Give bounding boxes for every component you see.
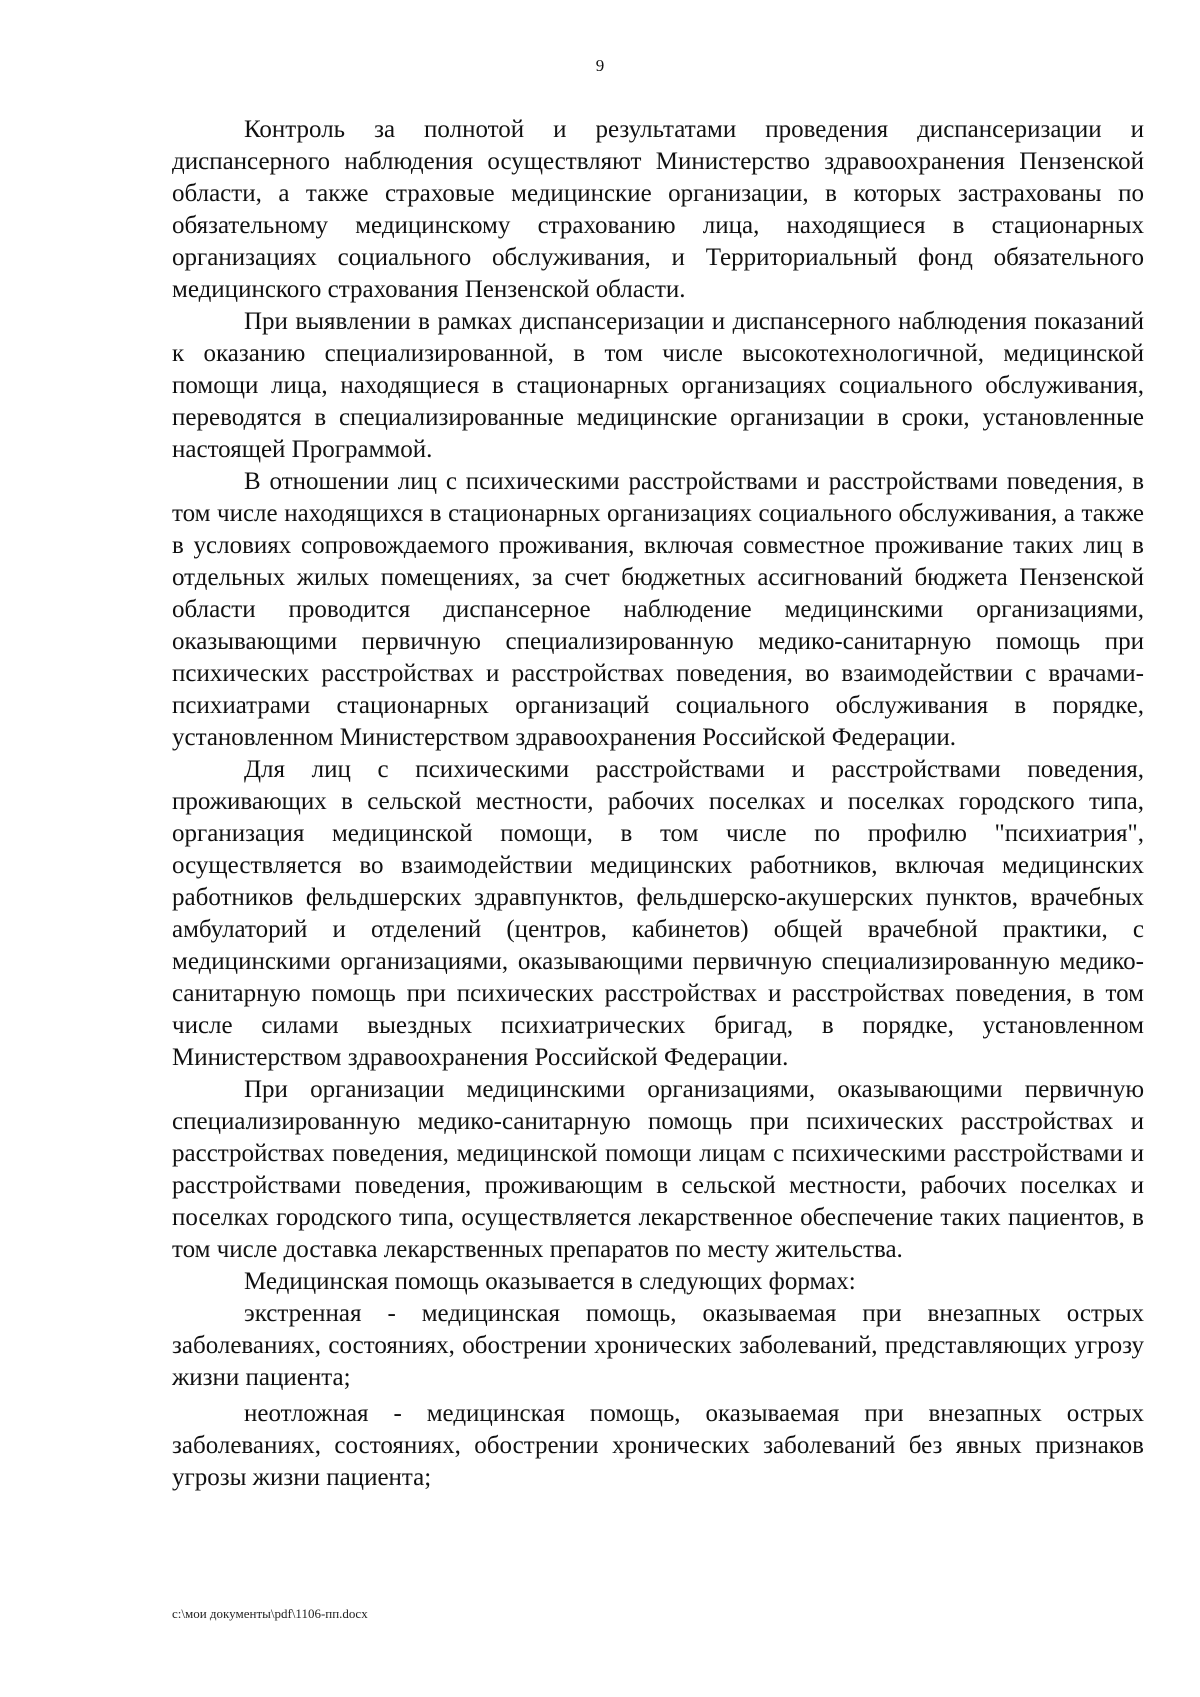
paragraph-control: Контроль за полнотой и результатами проведения диспансеризации и диспансерного наблюдения осуществляют Министерство здравоохранения Пензенской области, а также страховые медицинские организации, в которых застрахованы по обязательному медицинскому страхованию лица, находящиеся в стационарных организациях социального обслуживания, и Территориальный фонд обязательного медицинского страхования Пензенской области. — [172, 116, 1144, 303]
footer-file-path: c:\мои документы\pdf\1106-пп.docx — [172, 1606, 368, 1621]
page-number: 9 — [595, 56, 605, 75]
paragraph-specialized-care: При выявлении в рамках диспансеризации и диспансерного наблюдения показаний к оказанию специализированной, в том числе высокотехнологичной, медицинской помощи лица, находящиеся в стационарных организациях социального обслуживания, переводятся в специализированные медицинские организации в сроки, установленные настоящей Программой. — [172, 308, 1144, 463]
paragraph-care-forms-intro: Медицинская помощь оказывается в следующих формах: — [244, 1268, 856, 1295]
paragraph-rural-psychiatry: Для лиц с психическими расстройствами и расстройствами поведения, проживающих в сельской местности, рабочих поселках и поселках городского типа, организация медицинской помощи, в том числе по профилю "психиатрия", осуществляется во взаимодействии медицинских работников, включая медицинских работников фельдшерских здравпунктов, фельдшерско-акушерских пунктов, врачебных амбулаторий и отделений (центров, кабинетов) общей врачебной практики, с медицинскими организациями, оказывающими первичную специализированную медико-санитарную помощь при психических расстройствах и расстройствах поведения, в том числе силами выездных психиатрических бригад, в порядке, установленном Министерством здравоохранения Российской Федерации. — [172, 756, 1144, 1071]
paragraph-drug-provision: При организации медицинскими организациями, оказывающими первичную специализированную медико-санитарную помощь при психических расстройствах и расстройствах поведения, медицинской помощи лицам с психическими расстройствами и расстройствами поведения, проживающим в сельской местности, рабочих поселках и поселках городского типа, осуществляется лекарственное обеспечение таких пациентов, в том числе доставка лекарственных препаратов по месту жительства. — [172, 1076, 1144, 1263]
document-body — [172, 114, 1144, 1494]
paragraph-urgent-form: неотложная - медицинская помощь, оказываемая при внезапных острых заболеваниях, состояниях, обострении хронических заболеваний без явных признаков угрозы жизни пациента; — [172, 1400, 1144, 1491]
paragraph-emergency-form: экстренная - медицинская помощь, оказываемая при внезапных острых заболеваниях, состояниях, обострении хронических заболеваний, представляющих угрозу жизни пациента; — [172, 1300, 1144, 1391]
paragraph-mental-disorders-observation: В отношении лиц с психическими расстройствами и расстройствами поведения, в том числе находящихся в стационарных организациях социального обслуживания, а также в условиях сопровождаемого проживания, включая совместное проживание таких лиц в отдельных жилых помещениях, за счет бюджетных ассигнований бюджета Пензенской области проводится диспансерное наблюдение медицинскими организациями, оказывающими первичную специализированную медико-санитарную помощь при психических расстройствах и расстройствах поведения, во взаимодействии с врачами-психиатрами стационарных организаций социального обслуживания в порядке, установленном Министерством здравоохранения Российской Федерации. — [172, 468, 1144, 751]
